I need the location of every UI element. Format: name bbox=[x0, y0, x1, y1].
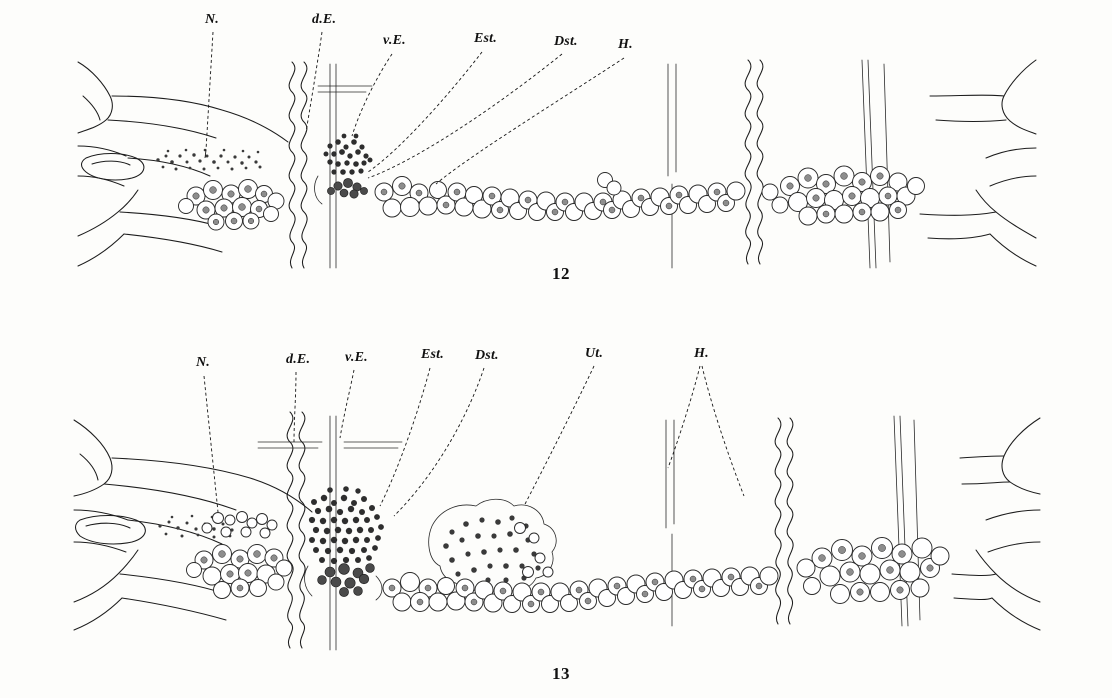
figure-13 bbox=[0, 320, 1112, 698]
figure-12 bbox=[0, 0, 1112, 320]
figure-13-label-Est: Est. bbox=[421, 347, 444, 362]
figure-13-label-H: H. bbox=[694, 346, 709, 361]
figure-13-label-vE: v.E. bbox=[345, 350, 368, 365]
figure-12-label-dE: d.E. bbox=[312, 12, 337, 27]
figure-13-label-Ut: Ut. bbox=[585, 346, 604, 361]
figure-13-drawing bbox=[0, 320, 1112, 698]
figure-12-number: 12 bbox=[552, 264, 570, 283]
figure-12-label-Est: Est. bbox=[474, 31, 497, 46]
figure-12-label-N: N. bbox=[205, 12, 220, 27]
figure-12-label-vE: v.E. bbox=[383, 33, 406, 48]
figure-13-number: 13 bbox=[552, 664, 570, 683]
figure-12-label-H: H. bbox=[618, 37, 633, 52]
figure-13-label-Dst: Dst. bbox=[475, 348, 499, 363]
figure-13-label-dE: d.E. bbox=[286, 352, 311, 367]
figure-12-label-Dst: Dst. bbox=[554, 34, 578, 49]
figure-13-label-N: N. bbox=[196, 355, 211, 370]
